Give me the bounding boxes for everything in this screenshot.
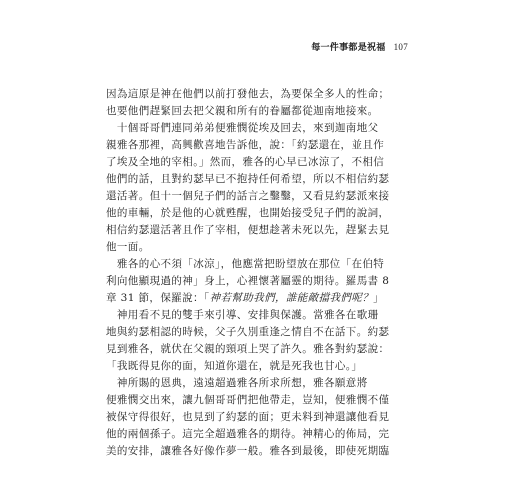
- scripture-quote: 神若幫助我們，誰能敵擋我們呢？: [209, 292, 374, 304]
- text-line: 地與約瑟相認的時候，父子久別重逢之情自不在話下。約瑟: [106, 326, 390, 338]
- text-line: 十個哥哥們連同弟弟便雅憫從埃及回去，來到迦南地父: [106, 122, 379, 134]
- chapter-title: 每一件事都是祝福: [311, 43, 386, 53]
- quote-close: 」: [373, 292, 384, 304]
- text-line: 親雅各那裡，高興歡喜地告訴他，說：「約瑟還在，並且作: [106, 139, 385, 151]
- text-line: 利向他顯現過的神」身上，心裡懷著屬靈的期待。羅馬書 8: [106, 275, 390, 287]
- text-line: 便雅憫交出來，讓九個哥哥們把他帶走，豈知，便雅憫不僅: [106, 394, 390, 406]
- text-line: 他一面。: [106, 241, 150, 253]
- text-line: 被保守得很好，也見到了約瑟的面；更未料到神還讓他看見: [106, 411, 390, 423]
- text-line: 見到雅各，就伏在父親的頸項上哭了許久。雅各對約瑟說：: [106, 343, 390, 355]
- text-line: 還活著。但十一個兒子們的話言之鑿鑿，又看見約瑟派來接: [106, 190, 390, 202]
- text-line: 神所賜的恩典，遠遠超過雅各所求所想，雅各願意將: [106, 377, 368, 389]
- text-line: 因為這原是神在他們以前打發他去，為要保全多人的性命；: [106, 88, 390, 100]
- text-line-lead: 章 31 節，保羅說：「: [106, 292, 210, 304]
- body-text: [106, 86, 414, 460]
- page-number: 107: [393, 42, 408, 52]
- text-line: 雅各的心不須「冰涼」，他應當把盼望放在那位「在伯特: [106, 258, 385, 270]
- text-line: 了埃及全地的宰相。」然而，雅各的心早已冰涼了，不相信: [106, 156, 385, 168]
- text-line: 他的車輛，於是他的心就甦醒，也開始接受兒子們的說詞，: [106, 207, 390, 219]
- text-line: 他的兩個孫子。這完全超過雅各的期待。神精心的佈局，完: [106, 428, 390, 440]
- text-line: 也要他們趕緊回去把父親和所有的眷屬都從迦南地接來。: [106, 105, 379, 117]
- text-line: 美的安排，讓雅各好像作夢一般。雅各到最後，即使死期臨: [106, 445, 390, 457]
- text-line-with-quote: [106, 290, 414, 307]
- running-header: [311, 40, 408, 53]
- text-line: 「我既得見你的面，知道你還在，就是死我也甘心。」: [106, 360, 363, 372]
- text-line: 神用看不見的雙手來引導、安排與保護。當雅各在歌珊: [106, 309, 379, 321]
- text-line: 他們的話，且對約瑟早已不抱持任何希望，所以不相信約瑟: [106, 173, 390, 185]
- text-line: 相信約瑟還活著且作了宰相，便想趁著未死以先，趕緊去見: [106, 224, 390, 236]
